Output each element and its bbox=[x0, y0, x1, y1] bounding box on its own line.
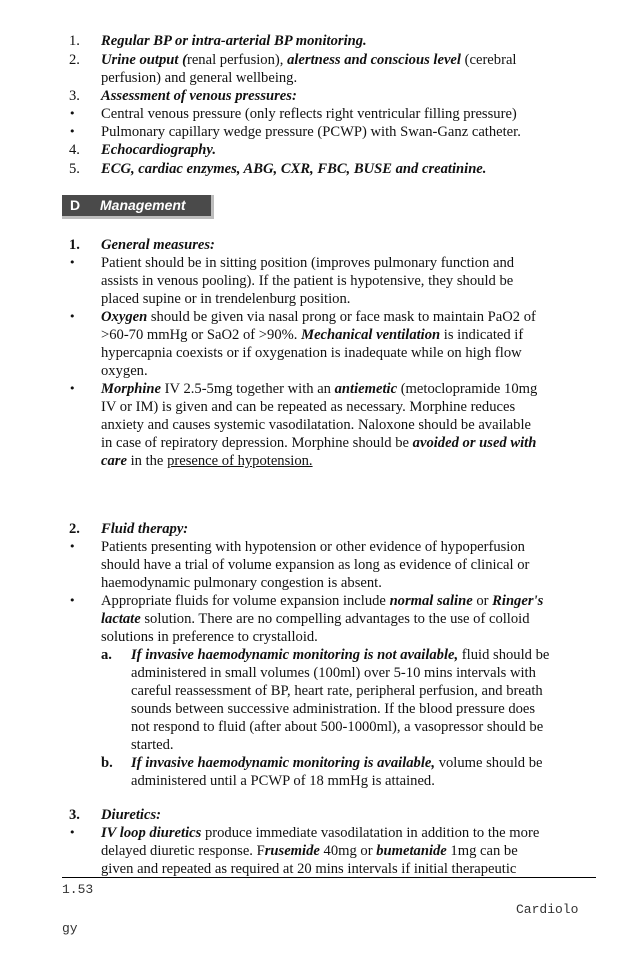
footer-divider bbox=[62, 877, 596, 878]
item-text: assists in venous pooling). If the patient is hypotensive, they should be bbox=[101, 273, 514, 289]
item-bold: Echocardiography. bbox=[101, 142, 216, 158]
item-bold: care bbox=[101, 453, 127, 469]
item-text: administered until a PCWP of 18 mmHg is attained. bbox=[131, 773, 435, 789]
item-text: sounds between successive administration. If the blood pressure does bbox=[131, 701, 536, 717]
bullet-icon: • bbox=[69, 826, 76, 839]
item-text: 40mg or bbox=[319, 843, 377, 859]
item-text: in case of repiratory depression. Morphine should be bbox=[101, 435, 413, 451]
list-marker: 3. bbox=[69, 807, 80, 823]
item-bold: rusemide bbox=[264, 843, 320, 859]
section-header bbox=[62, 195, 214, 219]
item-bold: lactate bbox=[101, 611, 141, 627]
item-bold: bumetanide bbox=[376, 843, 447, 859]
bullet-icon: • bbox=[69, 310, 76, 323]
item-text: careful reassessment of BP, heart rate, peripheral perfusion, and breath bbox=[131, 683, 543, 699]
item-text: Patient should be in sitting position (improves pulmonary function and bbox=[101, 255, 515, 271]
item-text: not respond to fluid (after about 500-1000ml), a vasopressor should be bbox=[131, 719, 544, 735]
item-bold: Morphine bbox=[101, 381, 162, 397]
item-text: (cerebral bbox=[460, 52, 517, 68]
list-marker: 3. bbox=[69, 88, 80, 104]
heading-text: Diuretics: bbox=[101, 807, 161, 823]
bullet-icon: • bbox=[69, 540, 76, 553]
item-text: Central venous pressure (only reflects right ventricular filling pressure) bbox=[101, 106, 517, 122]
item-bold: Urine output ( bbox=[101, 52, 187, 68]
list-marker: 4. bbox=[69, 142, 80, 158]
item-text: solution. There are no compelling advantages to the use of colloid bbox=[140, 611, 530, 627]
item-text: should be given via nasal prong or face mask to maintain PaO2 of bbox=[147, 309, 536, 325]
item-bold: ECG, cardiac enzymes, ABG, CXR, FBC, BUSE and creatinine. bbox=[101, 161, 487, 177]
page-number: 1.53 bbox=[62, 882, 94, 897]
list-marker: 1. bbox=[69, 237, 80, 253]
item-text: or bbox=[472, 593, 493, 609]
item-text: produce immediate vasodilatation in addition to the more bbox=[201, 825, 540, 841]
item-text: haemodynamic pulmonary congestion is absent. bbox=[101, 575, 382, 591]
item-text: placed supine or in trendelenburg position. bbox=[101, 291, 351, 307]
item-text: administered in small volumes (100ml) over 5-10 mins intervals with bbox=[131, 665, 536, 681]
item-text: fluid should be bbox=[458, 647, 550, 663]
item-bold: IV loop diuretics bbox=[101, 825, 202, 841]
chapter-name-wrap: gy bbox=[62, 921, 78, 936]
item-bold: avoided or used with bbox=[412, 435, 537, 451]
item-bold: Regular BP or intra-arterial BP monitoring. bbox=[101, 33, 367, 49]
bullet-icon: • bbox=[69, 594, 76, 607]
item-bold: If invasive haemodynamic monitoring is not available, bbox=[131, 647, 459, 663]
bullet-icon: • bbox=[69, 125, 76, 138]
item-bold: Oxygen bbox=[101, 309, 148, 325]
list-marker: 2. bbox=[69, 52, 80, 68]
list-marker: 5. bbox=[69, 161, 80, 177]
item-text: started. bbox=[131, 737, 174, 753]
bullet-icon: • bbox=[69, 256, 76, 269]
item-text: IV or IM) is given and can be repeated as necessary. Morphine reduces bbox=[101, 399, 516, 415]
item-bold: normal saline bbox=[389, 593, 473, 609]
item-text: IV 2.5-5mg together with an bbox=[161, 381, 335, 397]
item-text: is indicated if bbox=[440, 327, 524, 343]
underlined-text: presence of hypotension. bbox=[167, 453, 313, 469]
item-text: given and repeated as required at 20 mins intervals if initial therapeutic bbox=[101, 861, 517, 877]
item-bold: Assessment of venous pressures: bbox=[101, 88, 297, 104]
heading-text: General measures: bbox=[101, 237, 215, 253]
item-text: Pulmonary capillary wedge pressure (PCWP) with Swan-Ganz catheter. bbox=[101, 124, 521, 140]
item-text: 1mg can be bbox=[446, 843, 518, 859]
section-title: Management bbox=[100, 197, 186, 213]
heading-text: Fluid therapy: bbox=[101, 521, 189, 537]
item-text: Patients presenting with hypotension or other evidence of hypoperfusion bbox=[101, 539, 525, 555]
item-text: >60-70 mmHg or SaO2 of >90%. bbox=[101, 327, 302, 343]
item-text: Appropriate fluids for volume expansion include bbox=[101, 593, 390, 609]
item-bold: Ringer's bbox=[492, 593, 544, 609]
list-marker: 1. bbox=[69, 33, 80, 49]
item-text: perfusion) and general wellbeing. bbox=[101, 70, 298, 86]
item-bold: If invasive haemodynamic monitoring is available, bbox=[131, 755, 436, 771]
list-marker: 2. bbox=[69, 521, 80, 537]
list-marker: b. bbox=[101, 755, 113, 771]
item-text: anxiety and causes systemic vasodilatation. Naloxone should be available bbox=[101, 417, 531, 433]
item-text: should have a trial of volume expansion as long as evidence of clinical or bbox=[101, 557, 530, 573]
bullet-icon: • bbox=[69, 382, 76, 395]
item-bold: antiemetic bbox=[334, 381, 398, 397]
item-bold: alertness and conscious level bbox=[287, 52, 461, 68]
item-bold: Mechanical ventilation bbox=[301, 327, 441, 343]
chapter-name: Cardiolo bbox=[516, 902, 579, 917]
bullet-icon: • bbox=[69, 107, 76, 120]
item-text: delayed diuretic response. F bbox=[101, 843, 265, 859]
item-text: hypercapnia coexists or if oxygenation is inadequate while on high flow bbox=[101, 345, 522, 361]
item-text: (metoclopramide 10mg bbox=[397, 381, 538, 397]
item-text: oxygen. bbox=[101, 363, 148, 379]
section-letter: D bbox=[70, 197, 81, 213]
item-text: solutions in preference to crystalloid. bbox=[101, 629, 318, 645]
item-text: in the bbox=[126, 453, 168, 469]
item-text: volume should be bbox=[435, 755, 543, 771]
list-marker: a. bbox=[101, 647, 112, 663]
item-text: renal perfusion), bbox=[186, 52, 288, 68]
